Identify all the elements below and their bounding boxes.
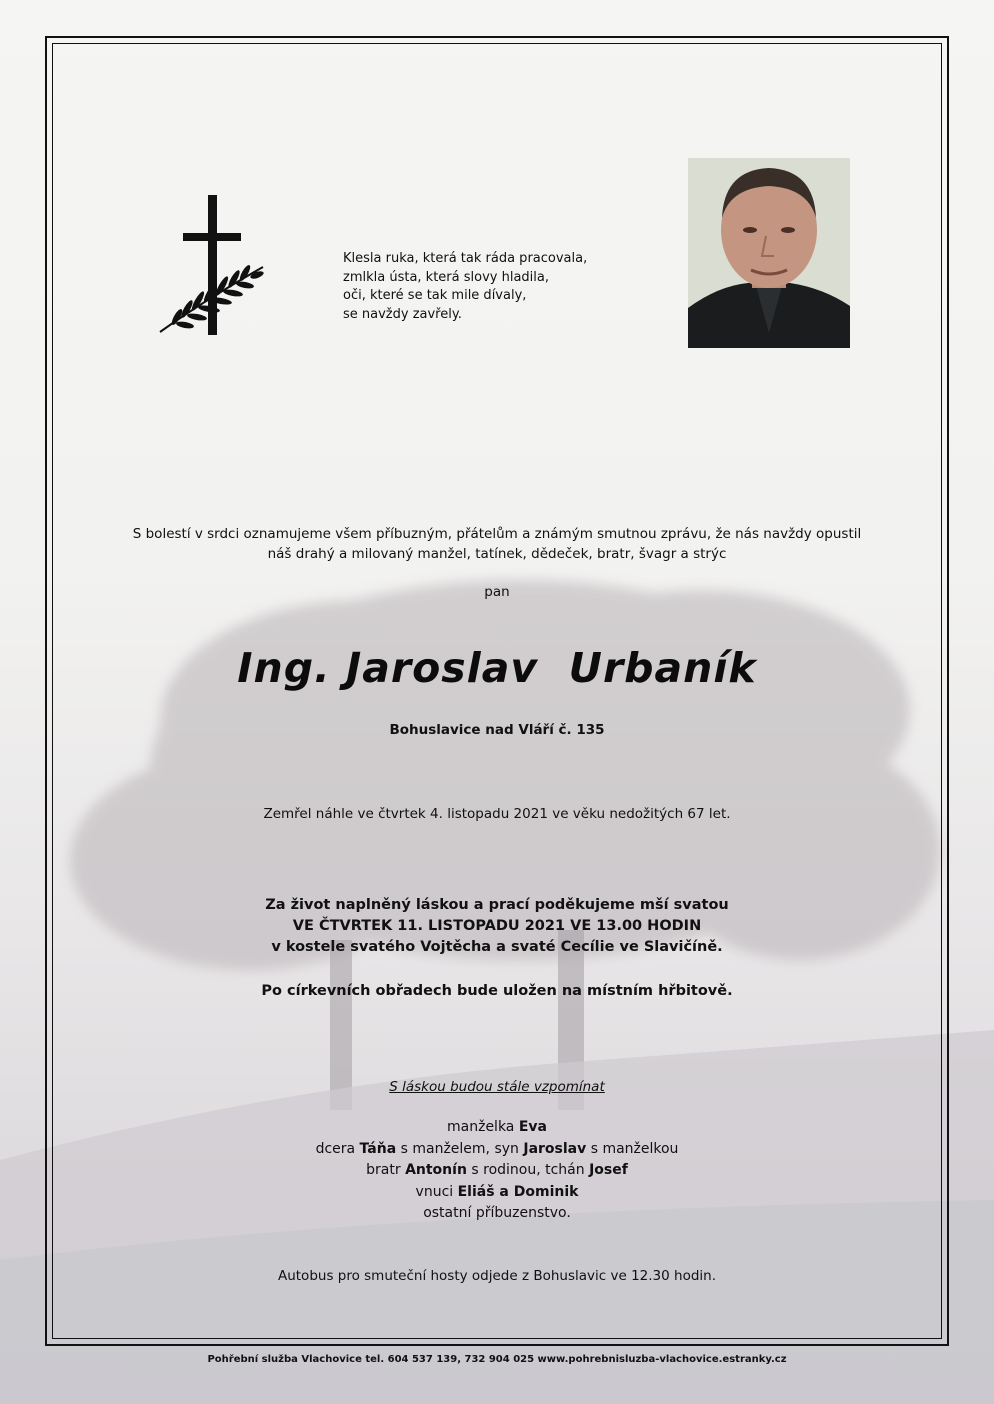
son-name: Jaroslav [523,1140,587,1157]
family-grandsons [60,1182,934,1204]
poem-line-3: oči, které se tak mile dívaly, [343,288,527,303]
mass-line-1: Za život naplněný láskou a prací poděkujeme mší svatou [265,897,729,913]
brother-name: Antonín [405,1162,467,1178]
daughter-suffix: s manželem, syn [396,1140,524,1157]
mass-line-3: v kostele svatého Vojtěcha a svaté Cecílie ve Slavičíně. [271,939,723,955]
death-notice: Zemřel náhle ve čtvrtek 4. listopadu 2021 ve věku nedožitých 67 let. [263,806,731,822]
cross-with-palm-icon [155,195,270,340]
family-brother [60,1160,934,1182]
son-suffix: s manželkou [586,1140,679,1157]
brother-suffix: s rodinou, tchán [466,1162,590,1178]
father-in-law-name: Josef [589,1162,628,1178]
family-children [60,1139,934,1161]
brother-prefix: bratr [366,1162,406,1178]
bus-notice: Autobus pro smuteční hosty odjede z Bohuslavic ve 12.30 hodin. [277,1268,717,1284]
announcement-line-2: náš drahý a milovaný manžel, tatínek, dědeček, bratr, švagr a strýc [267,545,727,562]
burial-notice: Po církevních obřadech bude uložen na místním hřbitově. [261,983,733,999]
daughter-prefix: dcera [315,1140,360,1157]
poem-line-1: Klesla ruka, která tak ráda pracovala, [343,251,588,266]
grandsons-names: Eliáš a Dominik [457,1183,579,1200]
daughter-name: Táňa [359,1140,397,1157]
wife-prefix: manželka [447,1119,519,1135]
family-others: ostatní příbuzenstvo. [423,1205,571,1221]
grandsons-prefix: vnuci [415,1183,458,1200]
mass-line-2: VE ČTVRTEK 11. LISTOPADU 2021 VE 13.00 HODIN [292,918,702,934]
announcement-line-1: S bolestí v srdci oznamujeme všem příbuzným, přátelům a známým smutnou zprávu, že nás navždy opustil [132,526,862,542]
poem-line-2: zmlkla ústa, která slovy hladila, [343,269,549,285]
honorific: pan [484,584,510,600]
announcement-text [60,525,934,564]
remember-heading: S láskou budou stále vzpomínat [389,1079,605,1095]
family-wife [60,1117,934,1139]
portrait-photo [688,158,850,348]
mass-details [60,895,934,958]
deceased-name: Ing. Jaroslav Urbaník [237,644,757,692]
wife-name: Eva [518,1119,547,1135]
funeral-service-footer: Pohřební služba Vlachovice tel. 604 537 139, 732 904 025 www.pohrebnisluzba-vlachovice.estranky.cz [207,1354,787,1365]
poem-line-4: se navždy zavřely. [343,306,462,322]
memorial-poem [343,250,663,324]
deceased-address: Bohuslavice nad Vláří č. 135 [389,722,605,738]
family-list [60,1117,934,1225]
